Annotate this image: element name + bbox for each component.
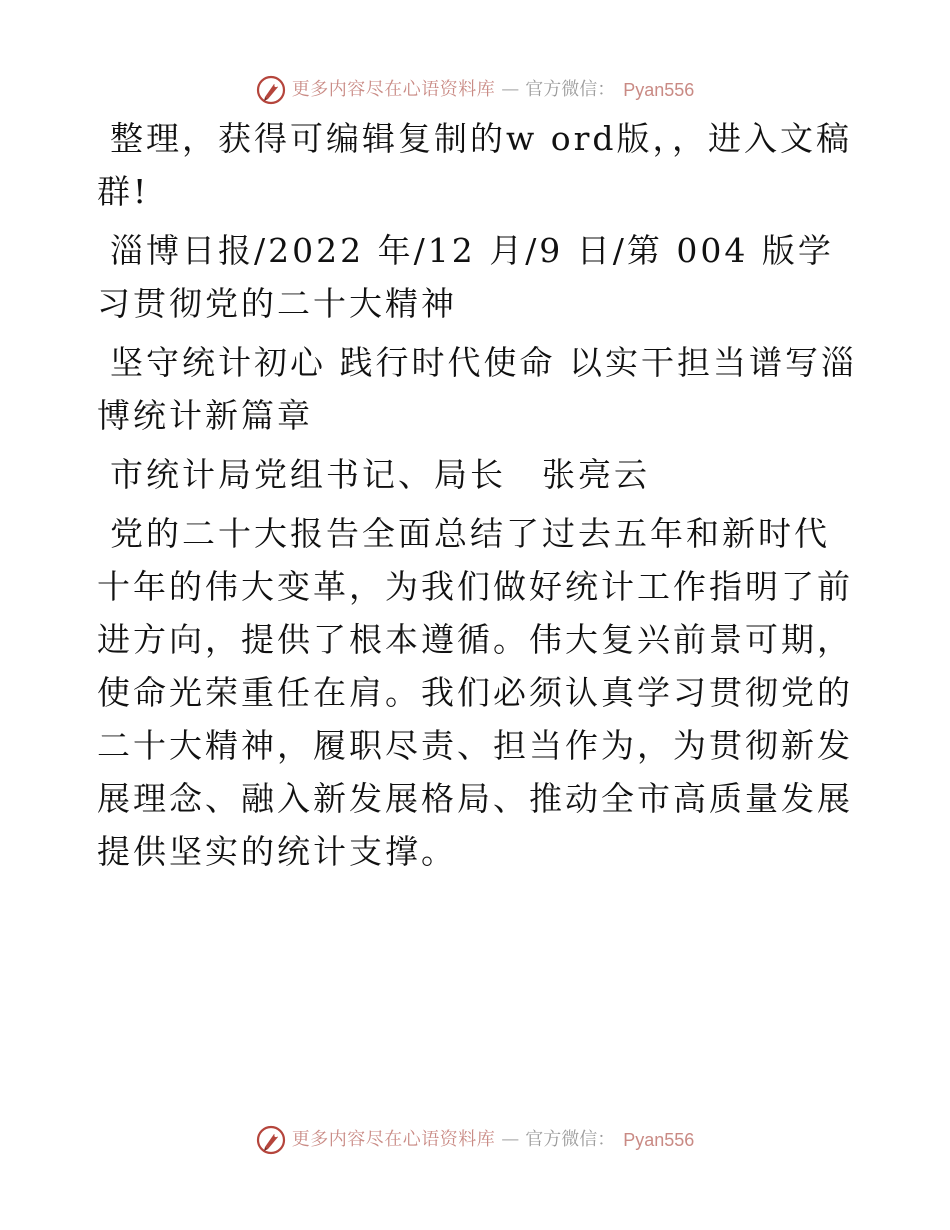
banner-handle: Pyan556 (623, 1130, 695, 1150)
pen-nib-logo-icon (256, 1125, 286, 1155)
author-line: 市统计局党组书记、局长 张亮云 (110, 455, 650, 494)
document-body (97, 112, 857, 884)
header-banner (0, 70, 950, 110)
banner-handle: Pyan556 (623, 80, 695, 100)
intro-paragraph: 整理，获得可编辑复制的w ord版，，进入文稿群! (97, 119, 853, 211)
banner-title: 更多内容尽在心语资料库 (291, 1129, 496, 1150)
banner-separator: — (501, 1129, 520, 1150)
footer-banner (0, 1120, 950, 1160)
banner-title: 更多内容尽在心语资料库 (291, 79, 496, 100)
banner-separator: — (501, 79, 520, 100)
source-line: 淄博日报/2022 年/12 月/9 日/第 004 版学习贯彻党的二十大精神 (97, 231, 834, 323)
article-title: 坚守统计初心 践行时代使命 以实干担当谱写淄博统计新篇章 (97, 343, 857, 435)
banner-subtitle: 官方微信： (525, 79, 616, 100)
banner-subtitle: 官方微信： (525, 1129, 616, 1150)
pen-nib-logo-icon (256, 75, 286, 105)
body-paragraph: 党的二十大报告全面总结了过去五年和新时代十年的伟大变革，为我们做好统计工作指明了前进方向，提供了根本遵循。伟大复兴前景可期，使命光荣重任在肩。我们必须认真学习贯彻党的二十大精神，履职尽责、担当作为，为贯彻新发展理念、融入新发展格局、推动全市高质量发展提供坚实的统计支撑。 (97, 514, 853, 871)
